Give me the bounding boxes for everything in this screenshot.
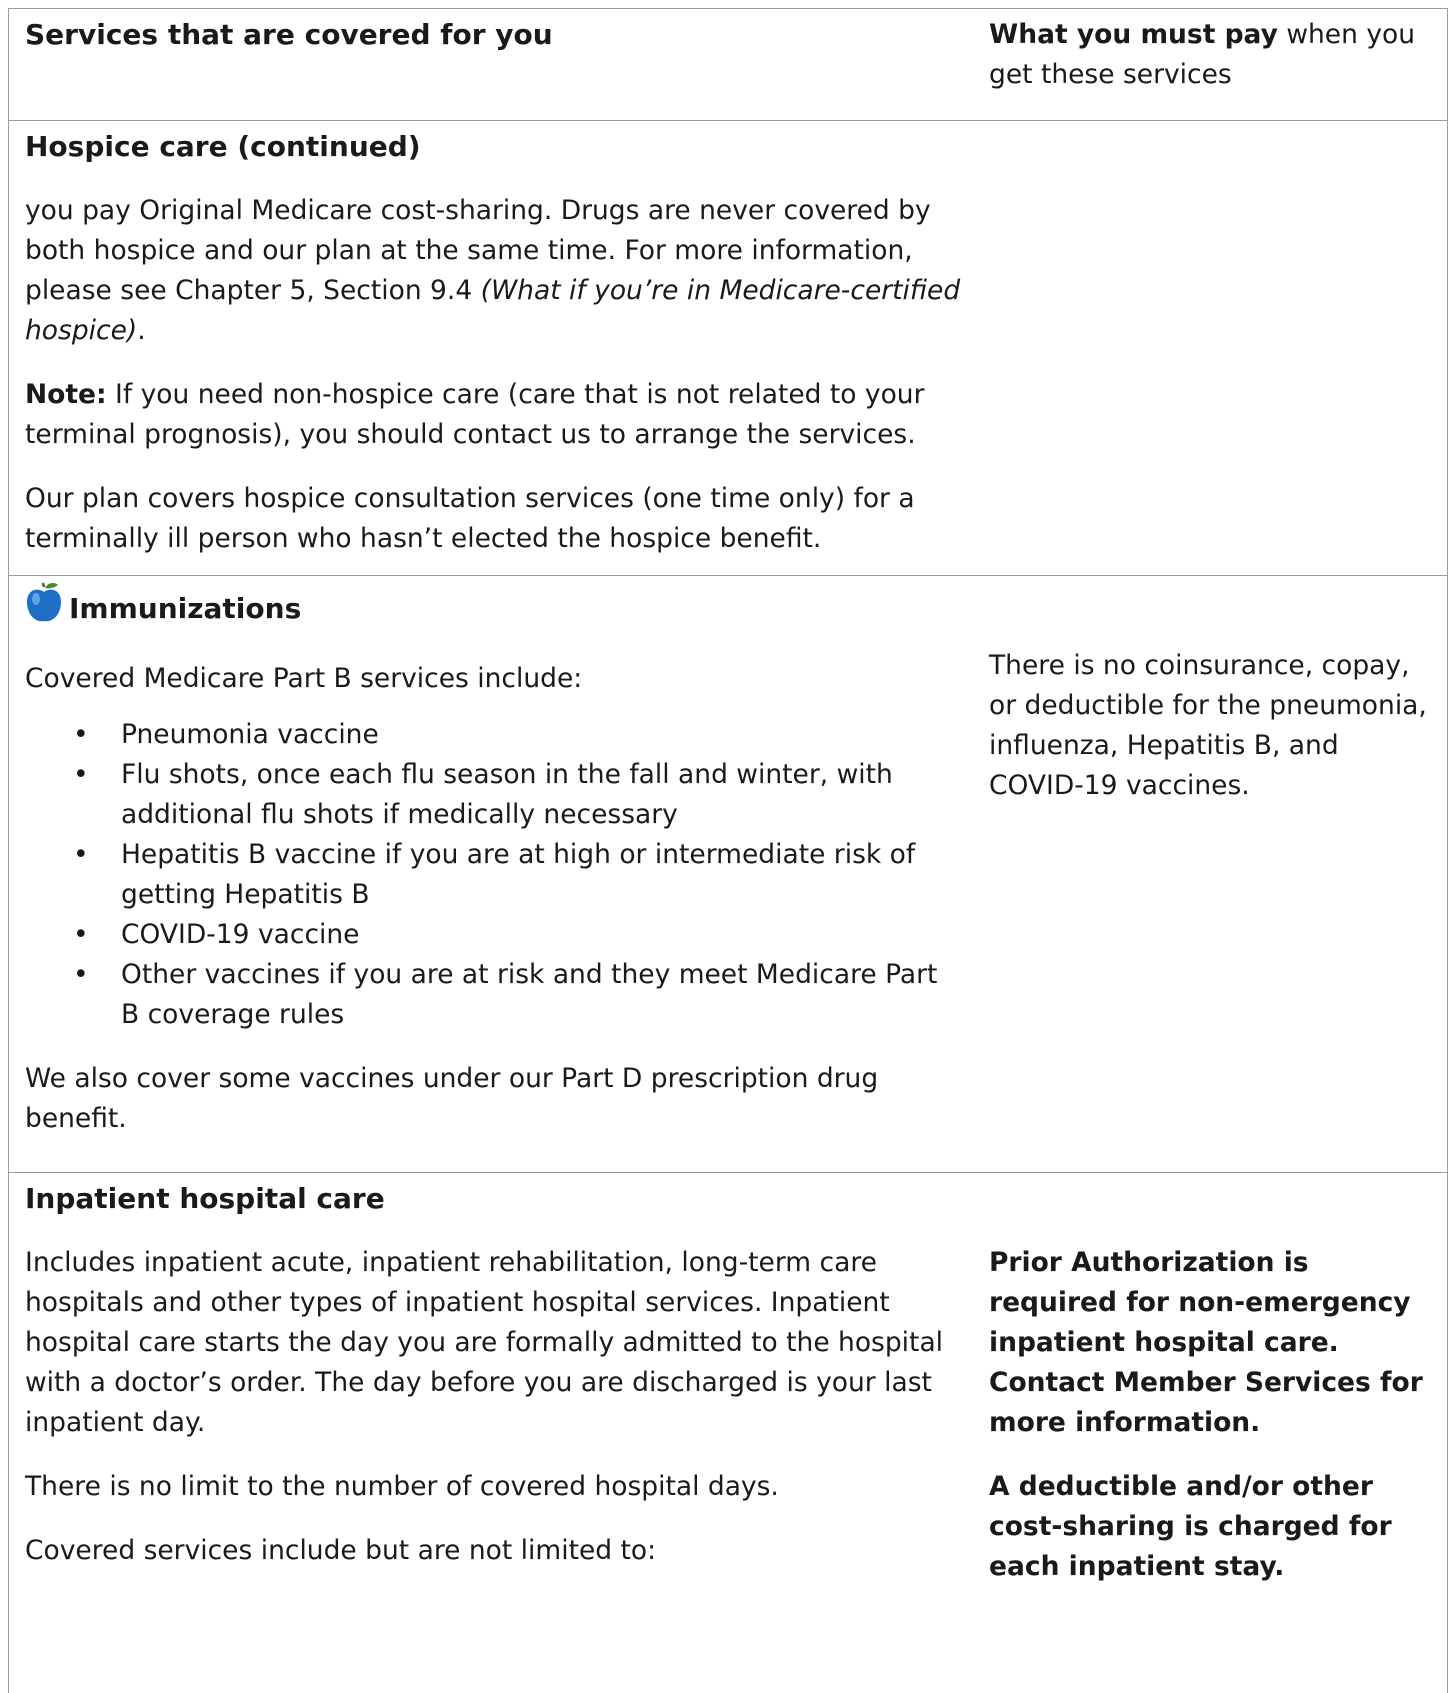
hospice-pay-cell: [979, 121, 1447, 575]
hospice-title: Hospice care (continued): [25, 130, 421, 163]
list-item: • Flu shots, once each flu season in the fall and winter, with additional flu shots if medically necessary: [73, 759, 893, 830]
header-services-cell: [9, 9, 979, 120]
immunizations-partd-text: We also cover some vaccines under our Part D prescription drug benefit.: [25, 1063, 879, 1134]
list-item: • Other vaccines if you are at risk and they meet Medicare Part B coverage rules: [73, 959, 938, 1030]
immunizations-intro: Covered Medicare Part B services include:: [25, 663, 583, 694]
immunizations-pay-text: There is no coinsurance, copay, or deductible for the pneumonia, influenza, Hepatitis B, and COVID-19 vaccines.: [989, 650, 1427, 801]
immunizations-list: [25, 715, 963, 1035]
immunizations-title: Immunizations: [69, 592, 302, 625]
hospice-note: Note: If you need non-hospice care (care that is not related to your terminal prognosis), you should contact us to arrange the services.: [25, 379, 925, 450]
inpatient-days-text: There is no limit to the number of covered hospital days.: [25, 1471, 779, 1502]
inpatient-paragraph: Includes inpatient acute, inpatient rehabilitation, long-term care hospitals and other types of inpatient hospital services. Inpatient hospital care starts the day you are formally admitted to the hospital with a doctor’s order. The day before you are discharged is your last inpatient day.: [25, 1247, 944, 1438]
header-pay-label: What you must pay when you get these services: [989, 19, 1416, 90]
immunizations-title-line: [25, 582, 963, 635]
list-item: • COVID-19 vaccine: [73, 919, 360, 950]
list-item: • Pneumonia vaccine: [73, 719, 379, 750]
immunizations-row: [9, 576, 1447, 1173]
header-services-label: Services that are covered for you: [25, 18, 553, 51]
inpatient-pay-cell: [979, 1173, 1447, 1693]
inpatient-deductible-text: A deductible and/or other cost-sharing is charged for each inpatient stay.: [989, 1471, 1392, 1582]
benefits-table: [8, 8, 1448, 1693]
immunizations-pay-cell: [979, 576, 1447, 1172]
header-pay-cell: [979, 9, 1447, 120]
inpatient-prior-auth-text: Prior Authorization is required for non-emergency inpatient hospital care. Contact Member Services for more information.: [989, 1247, 1423, 1438]
hospice-paragraph: you pay Original Medicare cost-sharing. Drugs are never covered by both hospice and our plan at the same time. For more information, please see Chapter 5, Section 9.4 (What if you’re in Medicare-certified hospice).: [25, 195, 961, 346]
apple-icon: [25, 582, 63, 635]
inpatient-services-cell: [9, 1173, 979, 1693]
immunizations-services-cell: [9, 576, 979, 1172]
inpatient-covered-intro: Covered services include but are not limited to:: [25, 1535, 657, 1566]
inpatient-title: Inpatient hospital care: [25, 1182, 385, 1215]
list-item: • Hepatitis B vaccine if you are at high or intermediate risk of getting Hepatitis B: [73, 839, 916, 910]
table-header-row: [9, 9, 1447, 121]
hospice-row: [9, 121, 1447, 576]
hospice-consultation-text: Our plan covers hospice consultation services (one time only) for a terminally ill person who hasn’t elected the hospice benefit.: [25, 483, 915, 554]
inpatient-row: [9, 1173, 1447, 1693]
hospice-services-cell: [9, 121, 979, 575]
